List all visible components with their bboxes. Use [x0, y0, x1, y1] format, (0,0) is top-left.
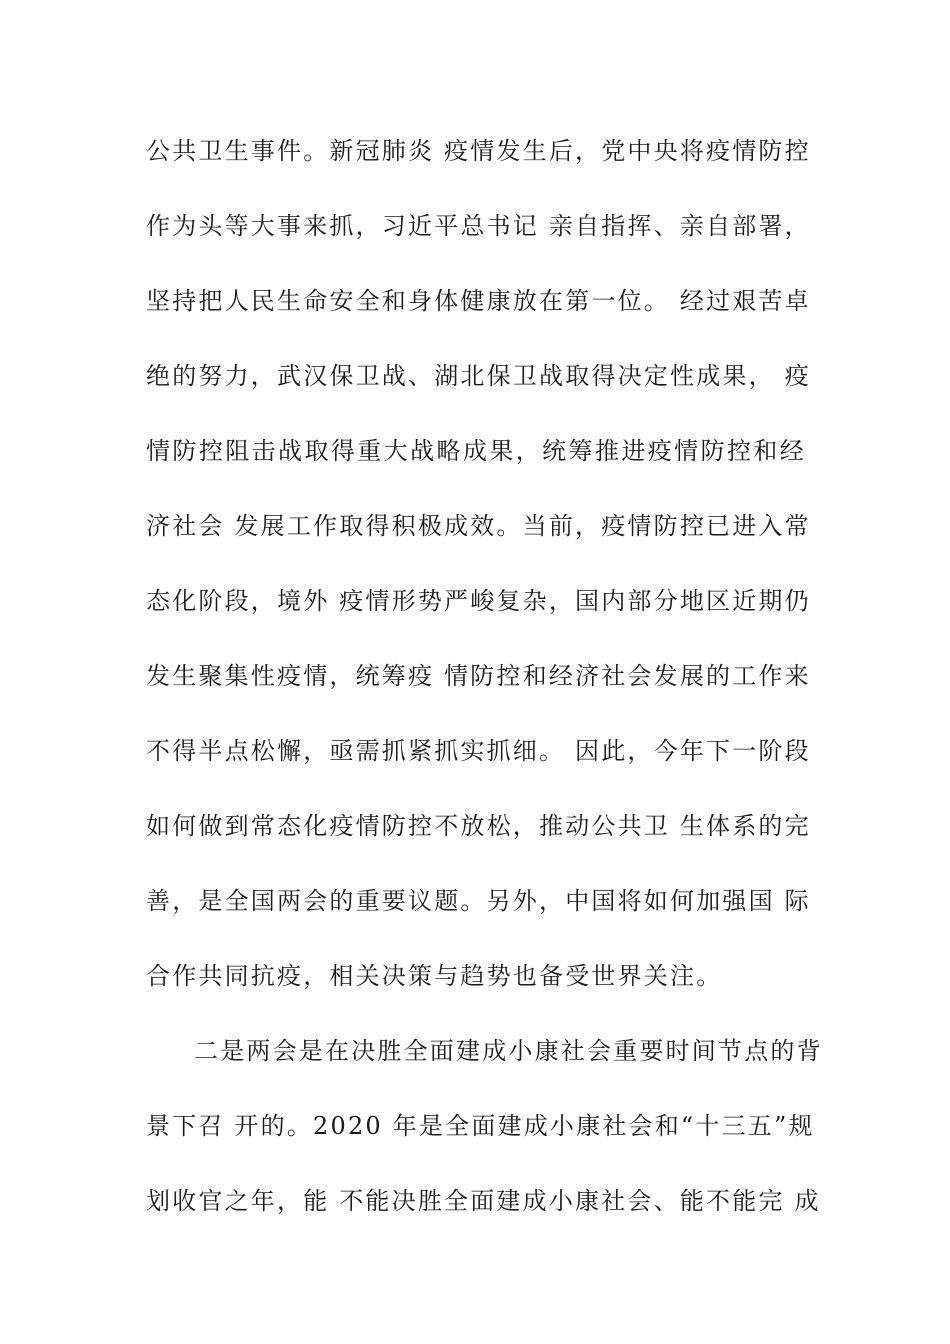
paragraph-line: 济社会 发展工作取得积极成效。当前，疫情防控已进入常	[146, 512, 811, 540]
paragraph-line: 如何做到常态化疫情防控不放松，推动公共卫 生体系的完	[146, 812, 811, 840]
paragraph-line: 不得半点松懈，亟需抓紧抓实抓细。 因此，今年下一阶段	[146, 737, 811, 765]
paragraph-line: 合作共同抗疫，相关决策与趋势也备受世界关注。	[146, 962, 723, 990]
paragraph-line: 景下召 开的。2020 年是全面建成小康社会和“十三五”规	[146, 1112, 815, 1140]
paragraph-line: 情防控阻击战取得重大战略成果，统筹推进疫情防控和经	[146, 437, 806, 465]
paragraph-line: 善，是全国两会的重要议题。另外，中国将如何加强国 际	[146, 887, 811, 915]
paragraph-line: 发生聚集性疫情，统筹疫 情防控和经济社会发展的工作来	[146, 662, 811, 690]
paragraph-line: 绝的努力，武汉保卫战、湖北保卫战取得决定性成果， 疫	[146, 362, 811, 390]
paragraph-line: 二是两会是在决胜全面建成小康社会重要时间节点的背	[194, 1037, 823, 1065]
paragraph-line: 划收官之年，能 不能决胜全面建成小康社会、能不能完 成	[146, 1187, 821, 1215]
paragraph-line: 态化阶段，境外 疫情形势严峻复杂，国内部分地区近期仍	[146, 587, 811, 615]
paragraph-line: 作为头等大事来抓，习近平总书记 亲自指挥、亲自部署，	[146, 212, 811, 240]
paragraph-line: 公共卫生事件。新冠肺炎 疫情发生后，党中央将疫情防控	[146, 137, 811, 165]
paragraph-line: 坚持把人民生命安全和身体健康放在第一位。 经过艰苦卓	[146, 287, 811, 315]
